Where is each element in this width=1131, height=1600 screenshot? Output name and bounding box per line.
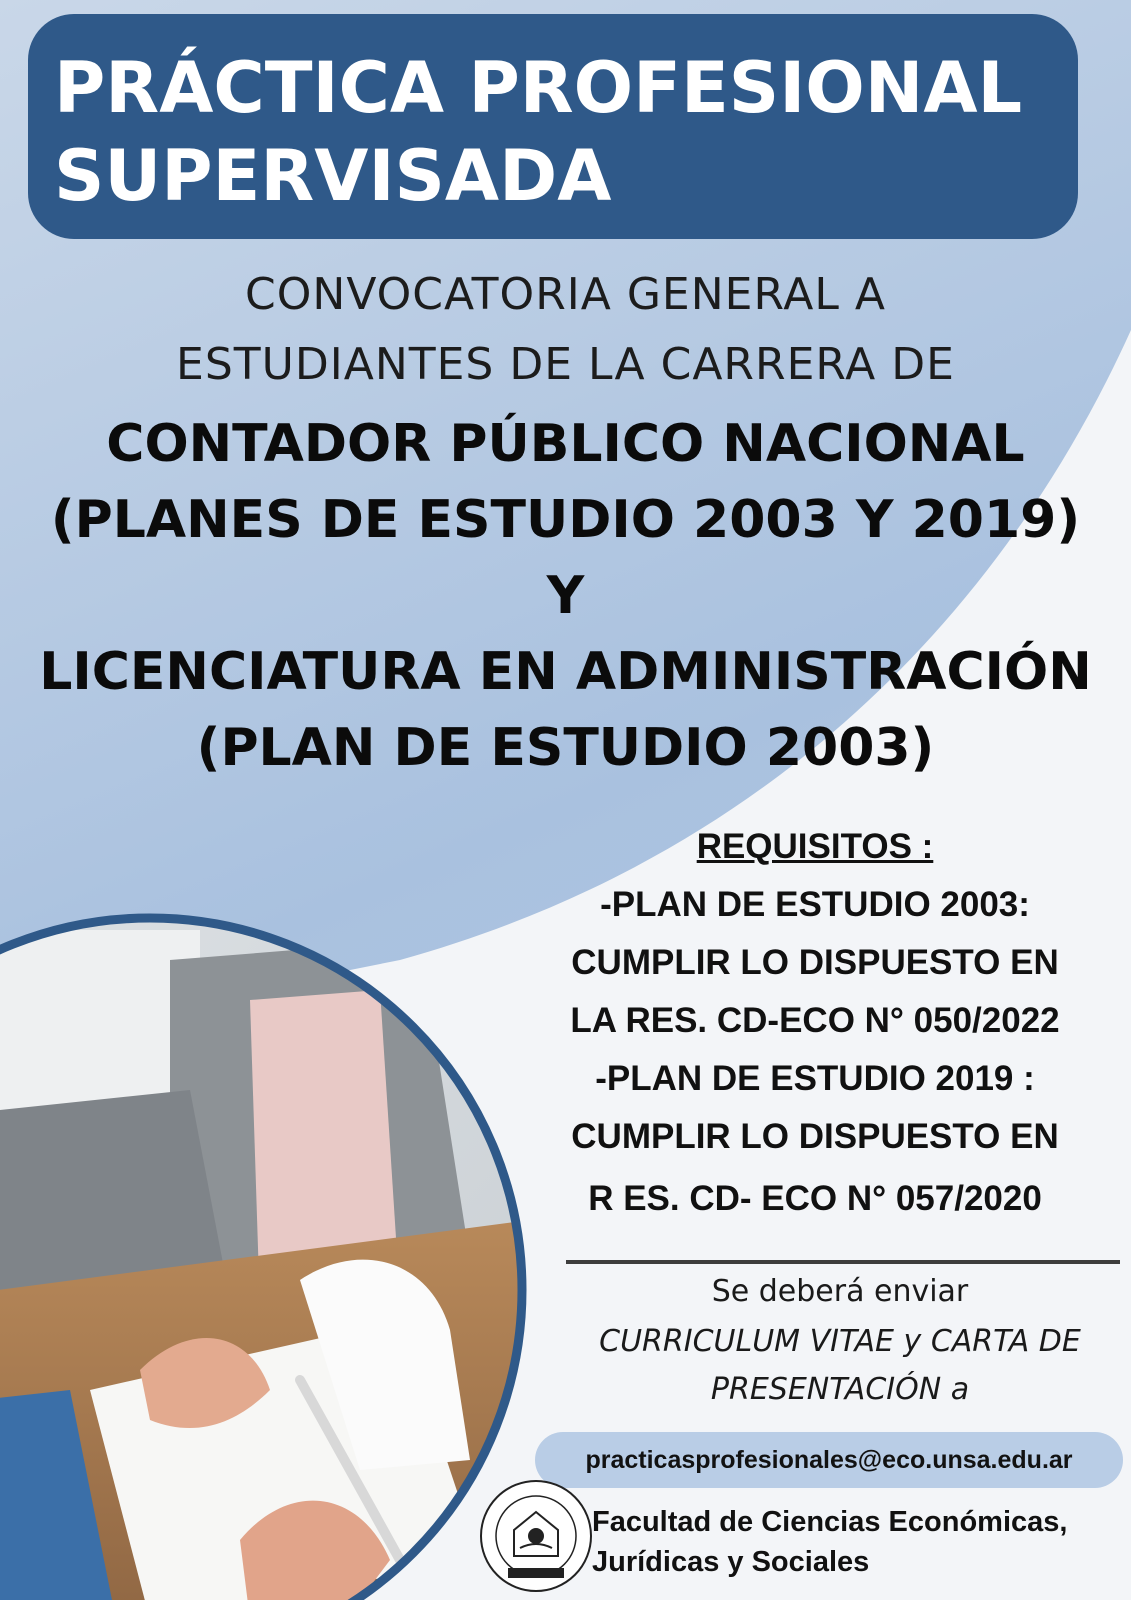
title-banner: [28, 14, 1078, 239]
faculty-seal-icon: [478, 1478, 594, 1594]
requirement-line-3: LA RES. CD-ECO N° 050/2022: [570, 1001, 1060, 1040]
career-2-title: LICENCIATURA EN ADMINISTRACIÓN: [39, 642, 1092, 702]
requirement-line-1: -PLAN DE ESTUDIO 2003:: [600, 885, 1030, 924]
submission-line-2: CURRICULUM VITAE y CARTA DE: [599, 1324, 1081, 1359]
career-1-title: CONTADOR PÚBLICO NACIONAL: [106, 414, 1025, 474]
call-line-1: CONVOCATORIA GENERAL A: [245, 269, 886, 320]
faculty-name-line-1: Facultad de Ciencias Económicas,: [592, 1506, 1068, 1538]
title-line-1: PRÁCTICA PROFESIONAL: [54, 47, 1023, 129]
career-2-plan: (PLAN DE ESTUDIO 2003): [196, 718, 935, 778]
faculty-name-line-2: Jurídicas y Sociales: [592, 1546, 870, 1578]
divider: [566, 1260, 1120, 1264]
title-line-2: SUPERVISADA: [54, 135, 612, 217]
requirement-line-6: R ES. CD- ECO N° 057/2020: [588, 1179, 1042, 1218]
submission-line-3: PRESENTACIÓN a: [710, 1372, 970, 1407]
requirement-line-4: -PLAN DE ESTUDIO 2019 :: [595, 1059, 1035, 1098]
requirements-title: REQUISITOS :: [696, 827, 934, 866]
requirement-line-5: CUMPLIR LO DISPUESTO EN: [571, 1117, 1059, 1156]
email-pill: [535, 1432, 1123, 1488]
contact-email-link[interactable]: practicasprofesionales@eco.unsa.edu.ar: [585, 1445, 1073, 1474]
requirement-line-2: CUMPLIR LO DISPUESTO EN: [571, 943, 1059, 982]
conjunction-y: Y: [546, 566, 585, 626]
submission-line-1: Se deberá enviar: [711, 1274, 969, 1309]
career-1-plans: (PLANES DE ESTUDIO 2003 Y 2019): [50, 490, 1081, 550]
call-line-2: ESTUDIANTES DE LA CARRERA DE: [176, 339, 955, 390]
